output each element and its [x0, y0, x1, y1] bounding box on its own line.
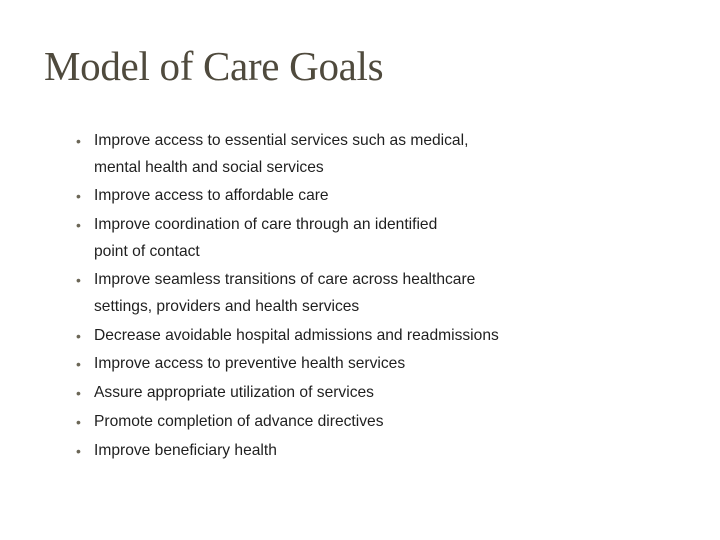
bullet-text: Improve beneficiary health	[94, 441, 277, 459]
bullet-text: Promote completion of advance directives	[94, 413, 384, 431]
bullet-list	[76, 128, 676, 467]
list-item	[76, 267, 676, 320]
bullet-dot-icon: •	[76, 327, 81, 344]
bullet-dot-icon: •	[76, 133, 81, 149]
bullet-text: Decrease avoidable hospital admissions and readmissions	[94, 326, 499, 344]
bullet-dot-icon: •	[76, 414, 81, 431]
bullet-text: Improve access to essential services such as medical,	[94, 132, 469, 149]
list-item	[76, 128, 676, 181]
bullet-dot-icon: •	[76, 217, 81, 234]
bullet-text: Improve coordination of care through an identified	[94, 216, 438, 234]
bullet-text: Assure appropriate utilization of services	[94, 384, 374, 402]
bullet-dot-icon: •	[76, 188, 81, 205]
bullet-dot-icon: •	[76, 442, 81, 459]
list-item	[76, 183, 676, 210]
bullet-text-continued: mental health and social services	[94, 158, 324, 176]
bullet-dot-icon: •	[76, 356, 81, 373]
list-item	[76, 323, 676, 350]
bullet-text: Improve seamless transitions of care across healthcare	[94, 271, 476, 289]
list-item	[76, 438, 676, 465]
bullet-text-continued: settings, providers and health services	[94, 297, 360, 315]
list-item	[76, 212, 676, 265]
list-item	[76, 409, 676, 436]
bullet-dot-icon: •	[76, 272, 81, 289]
list-item	[76, 380, 676, 407]
bullet-text-continued: point of contact	[94, 242, 200, 260]
slide-title: Model of Care Goals	[44, 43, 384, 89]
bullet-dot-icon: •	[76, 385, 81, 402]
bullet-text: Improve access to preventive health services	[94, 355, 406, 373]
bullet-text: Improve access to affordable care	[94, 187, 329, 205]
list-item	[76, 351, 676, 378]
